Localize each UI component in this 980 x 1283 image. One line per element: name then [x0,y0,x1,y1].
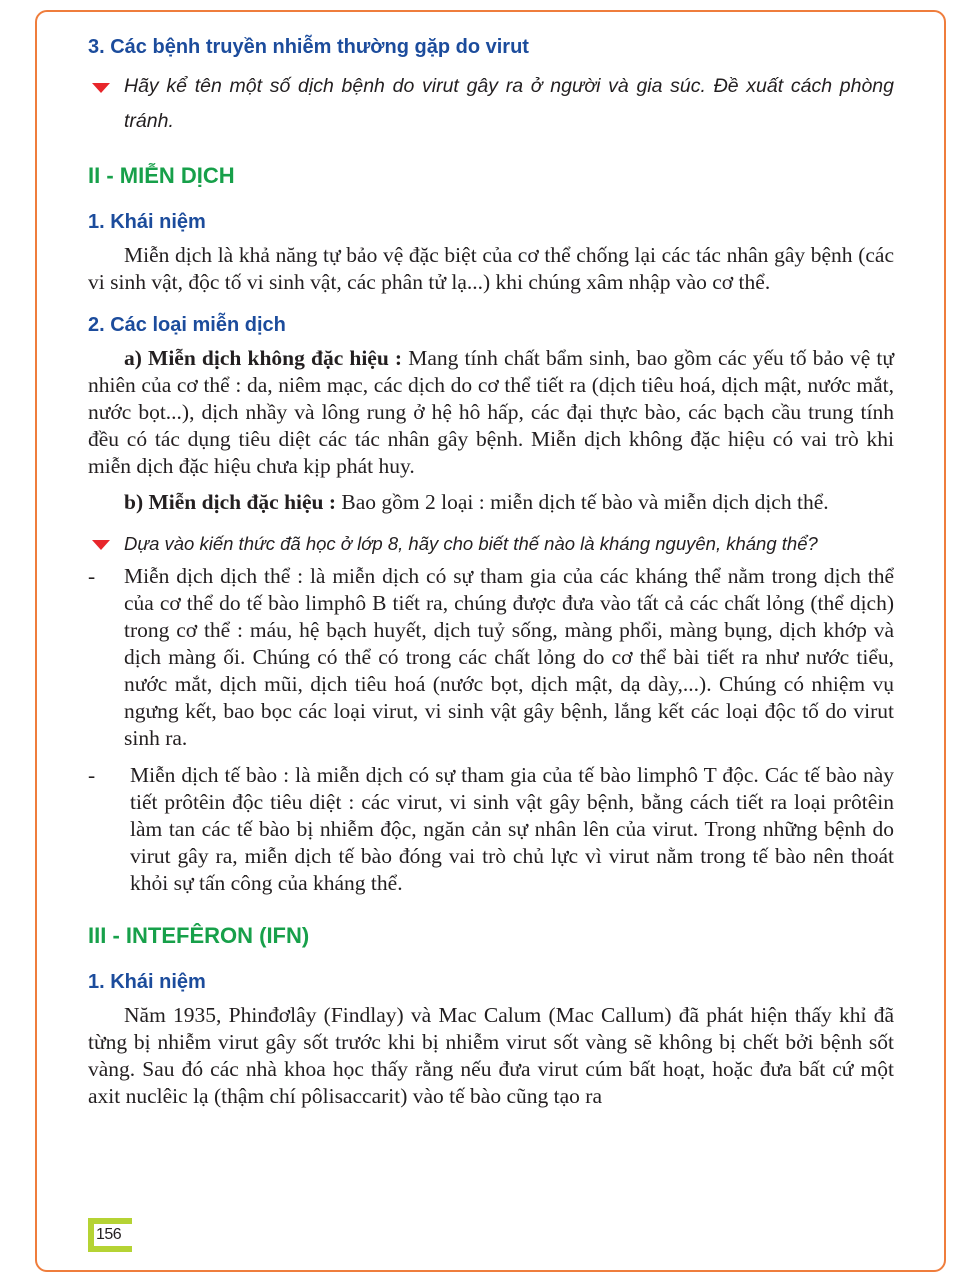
page-content [88,36,894,1110]
humoral-immunity-text: Miễn dịch dịch thể : là miễn dịch có sự tham gia của các kháng thể nằm trong dịch thể của cơ thể do tế bào limphô B tiết ra, chúng được đưa vào tất cả các chất lỏng (thể dịch) trong cơ thể : máu, hệ bạch huyết, dịch tuỷ sống, màng phổi, màng bụng, dịch khớp và dịch màng ối. Chúng có thể có trong các chất lỏng do cơ thể bài tiết ra như nước tiểu, nước mắt, dịch mũi, dịch tiêu hoá (nước bọt, dịch mật, dạ dày,...). Chúng có nhiệm vụ ngưng kết, bao bọc các loại virut, vi sinh vật gây bệnh, lắng kết các loại độc tố do virut sinh ra. [124,564,894,750]
page-badge-bottom-bar [88,1246,132,1252]
part-3-heading: III - INTEFÊRON (IFN) [88,923,310,948]
dash-bullet: - [88,564,96,588]
specific-immunity-text: Bao gồm 2 loại : miễn dịch tế bào và miễn dịch dịch thể. [336,490,829,514]
section-3-question-text: Hãy kể tên một số dịch bệnh do virut gây ra ở người và gia súc. Đề xuất cách phòng tránh. [124,75,894,132]
section-3-question [88,69,894,139]
concept-2-heading: 1. Khái niệm [88,971,206,993]
page-number: 156 [96,1226,122,1243]
page-number-badge [88,1218,132,1252]
page-badge-top-bar [88,1218,132,1224]
section-3-heading: 3. Các bệnh truyền nhiễm thường gặp do virut [88,36,529,58]
antigen-question [88,526,894,561]
specific-immunity-label: b) Miễn dịch đặc hiệu : [124,490,337,514]
specific-immunity-paragraph [88,489,894,516]
part-2-heading: II - MIỄN DỊCH [88,163,235,188]
immunity-types-heading: 2. Các loại miễn dịch [88,314,286,336]
nonspecific-immunity-text: Mang tính chất bẩm sinh, bao gồm các yếu tố bảo vệ tự nhiên của cơ thể : da, niêm mạc, các dịch do cơ thể tiết ra (dịch tiêu hoá, dịch mật, nước mắt, nước bọt...), dịch nhầy và lông rung ở hệ hô hấp, các đại thực bào, các bạch cầu trung tính đều có tác dụng tiêu diệt các tác nhân gây bệnh. Miễn dịch không đặc hiệu có vai trò khi miễn dịch đặc hiệu chưa kịp phát huy. [88,346,894,478]
nonspecific-immunity-paragraph [88,345,894,480]
cellular-immunity-text: Miễn dịch tế bào : là miễn dịch có sự tham gia của tế bào limphô T độc. Các tế bào này tiết prôtêin độc tiêu diệt : các virut, vi sinh vật gây bệnh, bằng cách tiết ra loại prôtêin làm tan các tế bào bị nhiễm độc, ngăn cản sự nhân lên của virut. Trong những bệnh do virut gây ra, miễn dịch tế bào đóng vai trò chủ lực vì virut nằm trong tế bào nên thoát khỏi sự tấn công của kháng thể. [130,763,894,895]
concept-heading: 1. Khái niệm [88,211,206,233]
concept-paragraph: Miễn dịch là khả năng tự bảo vệ đặc biệt của cơ thể chống lại các tác nhân gây bệnh (các vi sinh vật, độc tố vi sinh vật, các phân tử lạ...) khi chúng xâm nhập vào cơ thể. [88,243,894,294]
nonspecific-immunity-label: a) Miễn dịch không đặc hiệu : [124,346,403,370]
humoral-immunity-item [88,563,894,752]
cellular-immunity-item [88,762,894,897]
antigen-question-text: Dựa vào kiến thức đã học ở lớp 8, hãy cho biết thế nào là kháng nguyên, kháng thể? [124,533,818,554]
triangle-bullet-icon [92,83,110,93]
triangle-bullet-icon [92,540,110,550]
concept-2-paragraph: Năm 1935, Phinđơlây (Findlay) và Mac Calum (Mac Callum) đã phát hiện thấy khỉ đã từng bị nhiễm virut gây sốt trước khi bị nhiễm virut sốt vàng sẽ không bị chết bởi bệnh sốt vàng. Sau đó các nhà khoa học thấy rằng nếu đưa virut cúm bất hoạt, hoặc đưa bất cứ một axit nuclêic lạ (thậm chí pôlisaccarit) vào tế bào cũng tạo ra [88,1003,894,1108]
dash-bullet: - [88,763,96,787]
